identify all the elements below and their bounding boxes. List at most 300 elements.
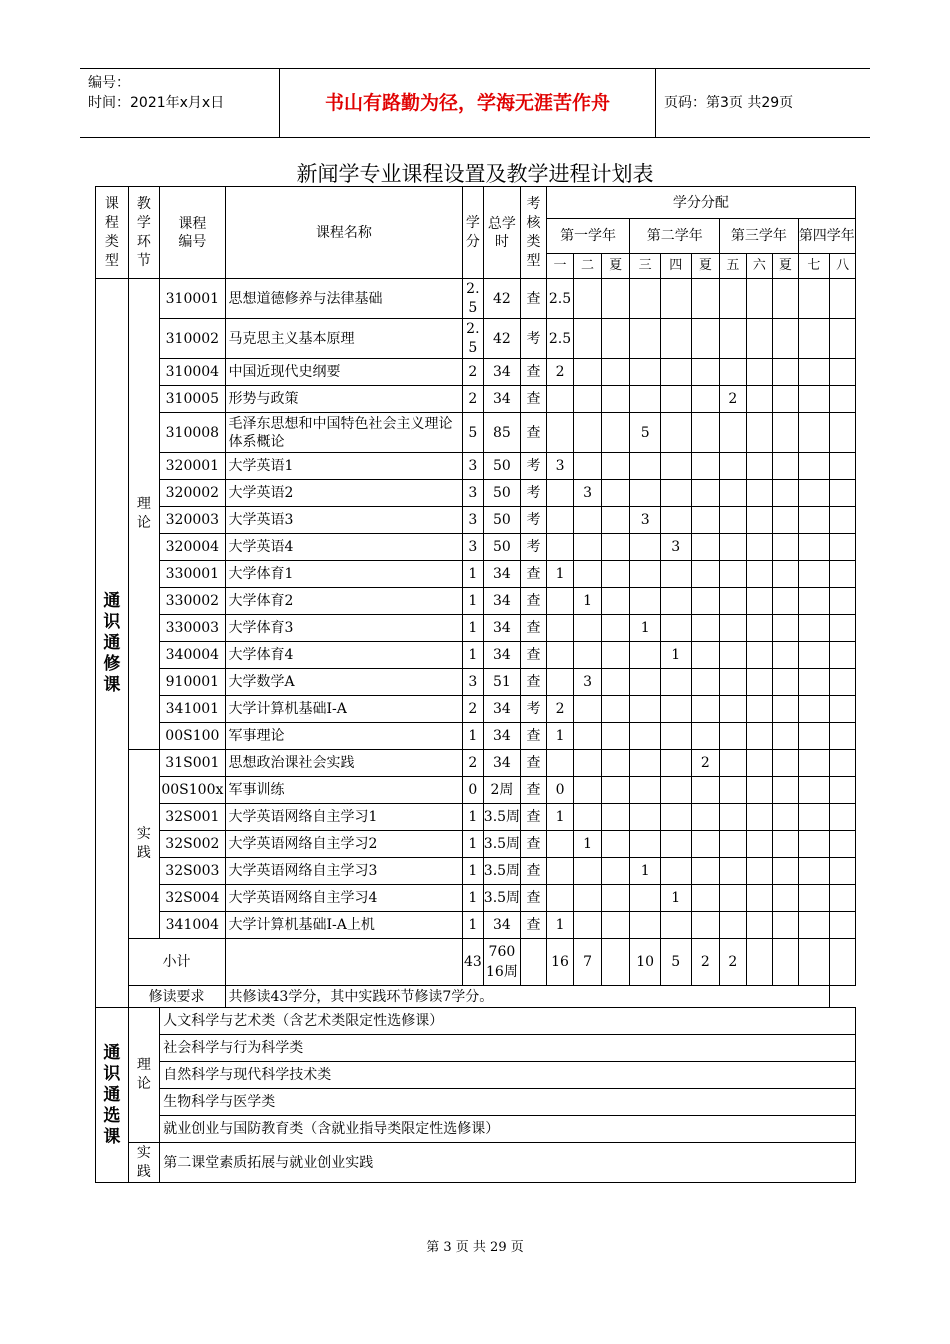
course-hours: 34 xyxy=(483,359,521,386)
course-assessment: 查 xyxy=(521,831,546,858)
term-credit xyxy=(830,359,856,386)
term-credit xyxy=(798,453,830,480)
term-credit xyxy=(574,279,602,319)
course-credit: 5 xyxy=(463,413,483,453)
term-credit xyxy=(601,480,630,507)
course-hours: 42 xyxy=(483,319,521,359)
term-credit xyxy=(746,588,773,615)
term-credit xyxy=(630,561,661,588)
term-credit xyxy=(773,534,798,561)
term-credit xyxy=(773,386,798,413)
course-code: 330001 xyxy=(160,561,225,588)
term-credit xyxy=(691,804,720,831)
elective-category: 生物科学与医学类 xyxy=(160,1089,856,1116)
term-credit xyxy=(830,615,856,642)
term-credit xyxy=(574,858,602,885)
term-credit xyxy=(773,319,798,359)
course-name: 大学体育2 xyxy=(225,588,463,615)
table-row xyxy=(96,359,856,386)
course-code: 320002 xyxy=(160,480,225,507)
table-row xyxy=(96,507,856,534)
requirement-text: 共修读43学分，其中实践环节修读7学分。 xyxy=(225,986,830,1008)
term-credit xyxy=(720,885,747,912)
term-credit xyxy=(746,912,773,939)
course-credit: 1 xyxy=(463,615,483,642)
term-credit xyxy=(773,858,798,885)
course-hours: 50 xyxy=(483,534,521,561)
course-assessment: 查 xyxy=(521,723,546,750)
term-credit xyxy=(746,507,773,534)
course-type-label: 通识通选课 xyxy=(103,1042,121,1147)
course-assessment: 查 xyxy=(521,279,546,319)
term-credit xyxy=(746,885,773,912)
table-row xyxy=(96,588,856,615)
header-term: 五 xyxy=(720,254,747,279)
term-credit: 1 xyxy=(630,858,661,885)
course-hours: 42 xyxy=(483,279,521,319)
term-credit xyxy=(830,534,856,561)
term-credit xyxy=(601,413,630,453)
course-code: 310001 xyxy=(160,279,225,319)
course-assessment: 考 xyxy=(521,453,546,480)
subtotal-assess-empty xyxy=(521,939,546,986)
course-code: 341001 xyxy=(160,696,225,723)
course-assessment: 查 xyxy=(521,588,546,615)
term-credit xyxy=(601,912,630,939)
term-credit xyxy=(660,279,691,319)
table-row xyxy=(96,279,856,319)
term-credit xyxy=(660,831,691,858)
subtotal-term-credit xyxy=(601,939,630,986)
term-credit xyxy=(574,319,602,359)
header-term: 七 xyxy=(798,254,830,279)
term-credit xyxy=(691,413,720,453)
course-name: 马克思主义基本原理 xyxy=(225,319,463,359)
table-row xyxy=(96,453,856,480)
course-code: 32S002 xyxy=(160,831,225,858)
term-credit xyxy=(601,804,630,831)
term-credit xyxy=(746,696,773,723)
course-name: 军事训练 xyxy=(225,777,463,804)
header-term: 夏 xyxy=(773,254,798,279)
subtotal-term-credit: 2 xyxy=(691,939,720,986)
course-hours: 85 xyxy=(483,413,521,453)
term-credit xyxy=(798,319,830,359)
table-row xyxy=(96,386,856,413)
term-credit xyxy=(720,279,747,319)
term-credit xyxy=(798,480,830,507)
term-credit xyxy=(630,669,661,696)
term-credit xyxy=(720,359,747,386)
term-credit xyxy=(601,696,630,723)
term-credit xyxy=(601,615,630,642)
table-row xyxy=(96,669,856,696)
course-name: 毛泽东思想和中国特色社会主义理论体系概论 xyxy=(225,413,463,453)
header-page-number: 页码：第3页 共29页 xyxy=(664,95,794,111)
term-credit xyxy=(691,386,720,413)
requirement-row xyxy=(96,986,856,1008)
course-type-label: 通识通修课 xyxy=(103,590,121,695)
term-credit xyxy=(773,507,798,534)
table-row xyxy=(96,831,856,858)
course-assessment: 查 xyxy=(521,359,546,386)
course-name: 大学体育1 xyxy=(225,561,463,588)
term-credit xyxy=(830,319,856,359)
term-credit xyxy=(830,696,856,723)
course-credit: 3 xyxy=(463,534,483,561)
term-credit xyxy=(574,723,602,750)
term-credit xyxy=(660,319,691,359)
course-hours: 2周 xyxy=(483,777,521,804)
course-credit: 2.5 xyxy=(463,279,483,319)
term-credit xyxy=(574,507,602,534)
subtotal-name-empty xyxy=(225,939,463,986)
elective-row xyxy=(96,1116,856,1143)
course-credit: 3 xyxy=(463,669,483,696)
term-credit xyxy=(798,507,830,534)
course-code: 00S100x xyxy=(160,777,225,804)
header-meta xyxy=(88,73,224,113)
term-credit xyxy=(746,858,773,885)
table-row xyxy=(96,777,856,804)
term-credit xyxy=(746,723,773,750)
term-credit xyxy=(691,642,720,669)
term-credit xyxy=(720,615,747,642)
course-name: 大学体育3 xyxy=(225,615,463,642)
term-credit xyxy=(660,359,691,386)
header-course-code: 课程编号 xyxy=(160,187,225,279)
term-credit xyxy=(546,588,574,615)
term-credit xyxy=(773,480,798,507)
term-credit xyxy=(746,359,773,386)
term-credit xyxy=(691,534,720,561)
table-row xyxy=(96,912,856,939)
course-code: 310002 xyxy=(160,319,225,359)
term-credit xyxy=(830,858,856,885)
course-name: 大学英语网络自主学习2 xyxy=(225,831,463,858)
subtotal-term-credit: 2 xyxy=(720,939,747,986)
term-credit xyxy=(574,615,602,642)
course-type-general-required xyxy=(96,279,129,1008)
course-hours: 3.5周 xyxy=(483,804,521,831)
header-term: 四 xyxy=(660,254,691,279)
term-credit xyxy=(746,804,773,831)
term-credit xyxy=(660,480,691,507)
term-credit: 1 xyxy=(630,615,661,642)
header-term: 八 xyxy=(830,254,856,279)
term-credit xyxy=(830,588,856,615)
term-credit xyxy=(660,615,691,642)
table-row xyxy=(96,642,856,669)
term-credit xyxy=(630,642,661,669)
course-hours: 34 xyxy=(483,723,521,750)
term-credit xyxy=(773,912,798,939)
term-credit xyxy=(630,359,661,386)
subtotal-row xyxy=(96,939,856,986)
term-credit: 3 xyxy=(574,669,602,696)
term-credit xyxy=(746,279,773,319)
term-credit xyxy=(720,831,747,858)
term-credit xyxy=(830,804,856,831)
elective-category: 人文科学与艺术类（含艺术类限定性选修课） xyxy=(160,1008,856,1035)
course-hours: 50 xyxy=(483,507,521,534)
term-credit xyxy=(830,480,856,507)
course-assessment: 查 xyxy=(521,386,546,413)
course-type-general-elective xyxy=(96,1008,129,1183)
term-credit xyxy=(798,885,830,912)
subtotal-term-credit: 7 xyxy=(574,939,602,986)
table-row xyxy=(96,858,856,885)
term-credit xyxy=(720,561,747,588)
header-term: 二 xyxy=(574,254,602,279)
term-credit xyxy=(630,453,661,480)
header-term: 夏 xyxy=(601,254,630,279)
course-assessment: 查 xyxy=(521,669,546,696)
term-credit xyxy=(546,642,574,669)
table-row xyxy=(96,413,856,453)
term-credit: 1 xyxy=(574,588,602,615)
term-credit xyxy=(630,534,661,561)
term-credit xyxy=(720,669,747,696)
term-credit xyxy=(830,453,856,480)
course-credit: 1 xyxy=(463,642,483,669)
term-credit xyxy=(720,413,747,453)
term-credit xyxy=(720,912,747,939)
term-credit xyxy=(546,386,574,413)
course-name: 军事理论 xyxy=(225,723,463,750)
term-credit xyxy=(798,723,830,750)
term-credit xyxy=(798,615,830,642)
term-credit xyxy=(773,615,798,642)
course-assessment: 查 xyxy=(521,804,546,831)
course-credit: 2.5 xyxy=(463,319,483,359)
course-assessment: 查 xyxy=(521,777,546,804)
table-row xyxy=(96,804,856,831)
term-credit xyxy=(830,831,856,858)
term-credit xyxy=(546,534,574,561)
term-credit xyxy=(601,359,630,386)
term-credit: 1 xyxy=(660,885,691,912)
term-credit xyxy=(830,507,856,534)
term-credit: 2.5 xyxy=(546,279,574,319)
course-hours: 3.5周 xyxy=(483,831,521,858)
term-credit xyxy=(574,534,602,561)
term-credit xyxy=(660,804,691,831)
section-label: 理论 xyxy=(136,496,151,531)
term-credit: 1 xyxy=(660,642,691,669)
course-code: 320001 xyxy=(160,453,225,480)
term-credit xyxy=(601,831,630,858)
header-term: 六 xyxy=(746,254,773,279)
term-credit: 1 xyxy=(546,561,574,588)
term-credit: 2 xyxy=(546,696,574,723)
term-credit xyxy=(691,453,720,480)
term-credit xyxy=(720,480,747,507)
subtotal-term-credit: 5 xyxy=(660,939,691,986)
term-credit xyxy=(746,480,773,507)
term-credit xyxy=(720,534,747,561)
term-credit xyxy=(660,413,691,453)
course-code: 320004 xyxy=(160,534,225,561)
term-credit xyxy=(746,750,773,777)
subtotal-term-credit xyxy=(798,939,830,986)
course-hours: 34 xyxy=(483,588,521,615)
course-code: 910001 xyxy=(160,669,225,696)
course-hours: 50 xyxy=(483,453,521,480)
header-total-hours: 总学时 xyxy=(483,187,521,279)
course-hours: 51 xyxy=(483,669,521,696)
course-credit: 1 xyxy=(463,858,483,885)
term-credit xyxy=(546,507,574,534)
header-term: 三 xyxy=(630,254,661,279)
course-code: 310004 xyxy=(160,359,225,386)
term-credit: 3 xyxy=(630,507,661,534)
term-credit: 0 xyxy=(546,777,574,804)
subtotal-label: 小计 xyxy=(128,939,225,986)
term-credit xyxy=(798,642,830,669)
course-name: 思想政治课社会实践 xyxy=(225,750,463,777)
term-credit xyxy=(720,750,747,777)
term-credit xyxy=(546,885,574,912)
course-credit: 1 xyxy=(463,723,483,750)
course-name: 大学计算机基础Ⅰ-A xyxy=(225,696,463,723)
course-code: 330002 xyxy=(160,588,225,615)
course-assessment: 查 xyxy=(521,561,546,588)
table-row xyxy=(96,615,856,642)
term-credit xyxy=(660,723,691,750)
term-credit: 2 xyxy=(546,359,574,386)
header-teaching-section: 教学环节 xyxy=(128,187,160,279)
document-title: 新闻学专业课程设置及教学进程计划表 xyxy=(296,162,654,186)
course-code: 310008 xyxy=(160,413,225,453)
term-credit xyxy=(574,777,602,804)
subtotal-term-credit xyxy=(746,939,773,986)
course-credit: 1 xyxy=(463,804,483,831)
section-label: 理论 xyxy=(136,1057,151,1092)
course-hours: 34 xyxy=(483,750,521,777)
elective-row xyxy=(96,1035,856,1062)
term-credit xyxy=(660,453,691,480)
subtotal-term-credit: 16 xyxy=(546,939,574,986)
table-row xyxy=(96,750,856,777)
table-row xyxy=(96,561,856,588)
term-credit xyxy=(601,723,630,750)
term-credit xyxy=(720,723,747,750)
course-code: 31S001 xyxy=(160,750,225,777)
header-credit: 学分 xyxy=(463,187,483,279)
section-theory xyxy=(128,279,160,750)
term-credit xyxy=(574,912,602,939)
term-credit xyxy=(720,696,747,723)
term-credit xyxy=(773,696,798,723)
term-credit xyxy=(830,723,856,750)
term-credit xyxy=(601,642,630,669)
term-credit xyxy=(660,561,691,588)
elective-row xyxy=(96,1062,856,1089)
term-credit xyxy=(691,319,720,359)
term-credit xyxy=(798,534,830,561)
term-credit xyxy=(773,804,798,831)
term-credit xyxy=(546,615,574,642)
course-code: 32S003 xyxy=(160,858,225,885)
term-credit xyxy=(773,777,798,804)
term-credit xyxy=(773,642,798,669)
term-credit xyxy=(798,912,830,939)
term-credit xyxy=(773,561,798,588)
term-credit xyxy=(830,279,856,319)
elective-row xyxy=(96,1143,856,1183)
term-credit xyxy=(830,912,856,939)
course-credit: 1 xyxy=(463,561,483,588)
term-credit xyxy=(660,669,691,696)
term-credit: 5 xyxy=(630,413,661,453)
term-credit xyxy=(746,615,773,642)
course-credit: 2 xyxy=(463,750,483,777)
term-credit xyxy=(574,642,602,669)
course-name: 大学英语网络自主学习1 xyxy=(225,804,463,831)
term-credit xyxy=(773,359,798,386)
header-year-3: 第三学年 xyxy=(720,219,799,254)
elective-category: 社会科学与行为科学类 xyxy=(160,1035,856,1062)
term-credit xyxy=(601,386,630,413)
header-motto: 书山有路勤为径，学海无涯苦作舟 xyxy=(324,92,610,114)
subtotal-credit: 43 xyxy=(463,939,483,986)
term-credit xyxy=(830,413,856,453)
term-credit xyxy=(691,696,720,723)
term-credit xyxy=(660,750,691,777)
term-credit xyxy=(691,615,720,642)
section-theory xyxy=(128,1008,160,1143)
term-credit xyxy=(746,561,773,588)
term-credit xyxy=(630,804,661,831)
term-credit xyxy=(660,386,691,413)
course-credit: 1 xyxy=(463,885,483,912)
term-credit xyxy=(630,750,661,777)
course-assessment: 查 xyxy=(521,413,546,453)
term-credit xyxy=(746,831,773,858)
term-credit xyxy=(798,777,830,804)
course-credit: 0 xyxy=(463,777,483,804)
course-code: 32S001 xyxy=(160,804,225,831)
section-label: 实践 xyxy=(136,1144,151,1180)
course-hours: 34 xyxy=(483,696,521,723)
term-credit xyxy=(798,831,830,858)
term-credit xyxy=(691,279,720,319)
term-credit xyxy=(601,534,630,561)
term-credit xyxy=(773,453,798,480)
term-credit xyxy=(601,750,630,777)
term-credit xyxy=(798,359,830,386)
subtotal-term-credit xyxy=(773,939,798,986)
term-credit xyxy=(660,777,691,804)
term-credit xyxy=(601,858,630,885)
term-credit xyxy=(630,480,661,507)
term-credit xyxy=(830,561,856,588)
term-credit: 2.5 xyxy=(546,319,574,359)
term-credit xyxy=(630,279,661,319)
term-credit xyxy=(630,777,661,804)
course-credit: 2 xyxy=(463,359,483,386)
course-credit: 2 xyxy=(463,386,483,413)
term-credit xyxy=(601,507,630,534)
course-name: 大学数学A xyxy=(225,669,463,696)
term-credit xyxy=(601,885,630,912)
term-credit xyxy=(546,750,574,777)
term-credit xyxy=(720,588,747,615)
table-row xyxy=(96,534,856,561)
requirement-label: 修读要求 xyxy=(128,986,225,1008)
term-credit xyxy=(720,777,747,804)
